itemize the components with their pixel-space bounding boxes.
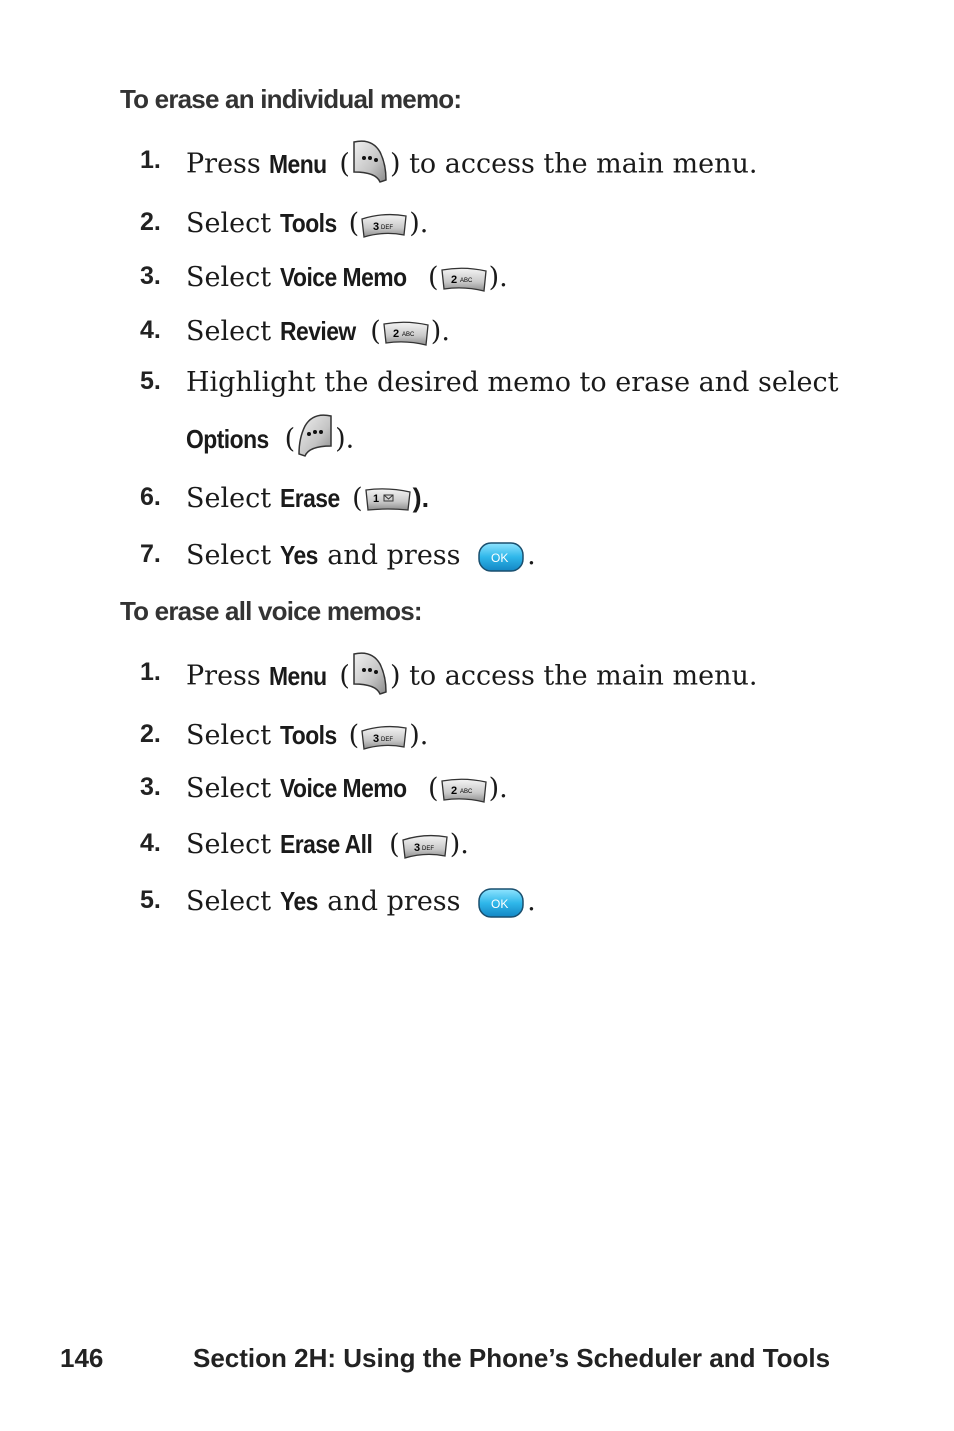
- keyword: Menu: [269, 660, 327, 691]
- section-heading-individual: To erase an individual memo:: [120, 84, 462, 114]
- step-number: 1.: [140, 146, 161, 174]
- keyword: Options: [186, 423, 269, 454]
- keyword: Menu: [269, 148, 327, 179]
- svg-text:2: 2: [392, 327, 399, 340]
- svg-text:3: 3: [413, 841, 420, 854]
- step-number: 5.: [140, 367, 161, 395]
- key-3-icon: [359, 211, 409, 239]
- footer-title: Section 2H: Using the Phone’s Scheduler and Tools: [193, 1343, 831, 1373]
- svg-text:OK: OK: [491, 550, 509, 565]
- keyword: Erase: [279, 483, 340, 513]
- step-number: 4.: [140, 829, 161, 857]
- key-3-icon: [359, 723, 409, 751]
- menu-softkey-icon: [350, 138, 390, 184]
- svg-text:DEF: DEF: [421, 845, 434, 852]
- page-number: 146: [60, 1343, 104, 1373]
- step-number: 2.: [140, 208, 161, 236]
- key-2-icon: [439, 776, 489, 804]
- keyword: Review: [279, 316, 356, 346]
- step-number: 3.: [140, 773, 161, 801]
- svg-text:2: 2: [450, 784, 457, 797]
- keyword: Voice Memo: [279, 262, 407, 292]
- keyword: Erase All: [279, 829, 373, 859]
- section-heading-all: To erase all voice memos:: [120, 596, 422, 626]
- step-number: 5.: [140, 886, 161, 914]
- ok-key-icon: [477, 887, 527, 919]
- svg-text:ABC: ABC: [401, 331, 415, 338]
- key-3-icon: [400, 832, 450, 860]
- step-number: 6.: [140, 483, 161, 511]
- svg-text:ABC: ABC: [459, 788, 472, 795]
- svg-text:DEF: DEF: [381, 224, 394, 231]
- svg-text:2: 2: [450, 273, 457, 286]
- keyword: Yes: [279, 540, 318, 570]
- keyword: Tools: [279, 208, 337, 238]
- keyword: Yes: [279, 886, 318, 916]
- key-1-icon: [363, 486, 413, 514]
- step-number: 4.: [140, 316, 161, 344]
- svg-text:3: 3: [373, 220, 380, 233]
- menu-softkey-icon: [350, 650, 390, 696]
- options-softkey-icon: [295, 412, 335, 458]
- step-number: 1.: [140, 658, 161, 686]
- svg-text:OK: OK: [491, 896, 509, 911]
- svg-text:3: 3: [373, 732, 380, 745]
- step-number: 2.: [140, 720, 161, 748]
- step-number: 7.: [140, 540, 161, 568]
- svg-text:1: 1: [372, 492, 379, 505]
- svg-text:ABC: ABC: [459, 277, 472, 284]
- keyword: Voice Memo: [279, 773, 407, 803]
- step-number: 3.: [140, 262, 161, 290]
- keyword: Tools: [279, 720, 337, 750]
- step-continuation: Options ( ).: [186, 422, 354, 458]
- svg-text:DEF: DEF: [381, 736, 394, 743]
- ok-key-icon: [477, 541, 527, 573]
- key-2-icon: [381, 319, 431, 347]
- key-2-icon: [439, 265, 489, 293]
